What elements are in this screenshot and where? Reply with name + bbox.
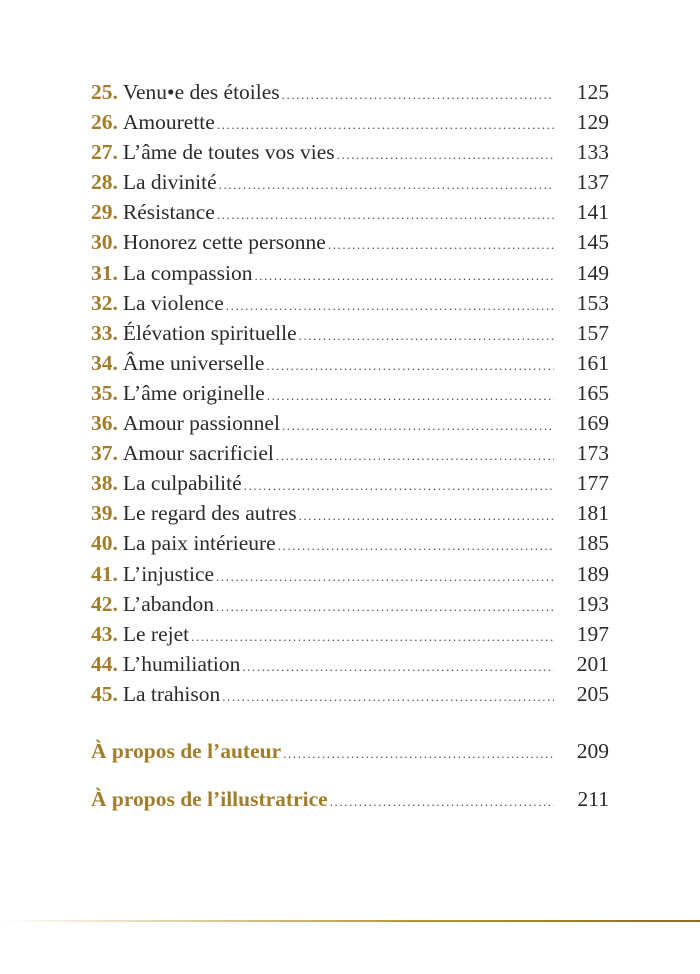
dot-leader	[226, 298, 554, 314]
page-number: 201	[576, 651, 609, 676]
chapter-number: 28.	[91, 170, 118, 195]
dot-leader	[217, 207, 554, 223]
dot-leader	[242, 659, 554, 675]
dot-leader	[216, 599, 554, 615]
toc-entry-43[interactable]	[91, 622, 609, 652]
page-number: 177	[576, 471, 609, 496]
page-number: 129	[576, 110, 609, 135]
chapter-title: Amourette	[122, 110, 215, 135]
chapter-number: 38.	[91, 471, 118, 496]
chapter-title: La violence	[122, 290, 224, 315]
dot-leader	[216, 569, 554, 585]
toc-entry-28[interactable]	[91, 170, 609, 200]
chapter-number: 43.	[91, 621, 118, 646]
toc-entry-38[interactable]	[91, 471, 609, 501]
page-number: 137	[576, 170, 609, 195]
chapter-title: L’âme originelle	[122, 380, 265, 405]
section-title: À propos de l’illustratrice	[91, 786, 328, 811]
chapter-title: L’injustice	[122, 561, 215, 586]
chapter-number: 25.	[91, 80, 118, 104]
toc-entry-40[interactable]	[91, 531, 609, 561]
chapter-title: La paix intérieure	[122, 531, 276, 556]
chapter-title: La culpabilité	[122, 471, 242, 496]
page-number: 141	[576, 200, 609, 225]
chapter-title: Honorez cette personne	[122, 230, 326, 255]
chapter-list	[91, 80, 609, 712]
dot-leader	[330, 794, 554, 810]
chapter-number: 39.	[91, 501, 118, 526]
chapter-number: 41.	[91, 561, 118, 586]
page-number: 157	[576, 320, 609, 345]
dot-leader	[283, 746, 554, 762]
chapter-title: Le rejet	[122, 621, 190, 646]
toc-entry-41[interactable]	[91, 562, 609, 592]
toc-entry-39[interactable]	[91, 501, 609, 531]
page-number: 197	[576, 621, 609, 646]
chapter-number: 37.	[91, 441, 118, 466]
dot-leader	[282, 418, 554, 434]
toc-entry-35[interactable]	[91, 381, 609, 411]
chapter-title: La divinité	[122, 170, 217, 195]
page-number: 209	[576, 738, 609, 763]
chapter-number: 35.	[91, 380, 118, 405]
dot-leader	[282, 87, 554, 103]
page-number: 133	[576, 140, 609, 165]
page-number: 153	[576, 290, 609, 315]
toc-entry-44[interactable]	[91, 652, 609, 682]
page-number: 149	[576, 260, 609, 285]
chapter-title: La compassion	[122, 260, 253, 285]
toc-entry-36[interactable]	[91, 411, 609, 441]
chapter-number: 45.	[91, 681, 118, 706]
dot-leader	[278, 538, 554, 554]
chapter-title: L’âme de toutes vos vies	[122, 140, 335, 165]
chapter-number: 32.	[91, 290, 118, 315]
toc-entry-33[interactable]	[91, 321, 609, 351]
toc-entry-26[interactable]	[91, 110, 609, 140]
chapter-number: 27.	[91, 140, 118, 165]
chapter-number: 30.	[91, 230, 118, 255]
toc-entry-about-illustrator[interactable]	[91, 787, 609, 835]
toc-entry-32[interactable]	[91, 291, 609, 321]
chapter-title: Amour passionnel	[122, 411, 280, 436]
dot-leader	[219, 177, 554, 193]
chapter-number: 33.	[91, 320, 118, 345]
table-of-contents	[91, 80, 609, 835]
toc-entry-31[interactable]	[91, 261, 609, 291]
dot-leader	[254, 268, 554, 284]
gold-divider-line	[0, 920, 700, 922]
chapter-title: Venu•e des étoiles	[122, 80, 280, 104]
page-number: 189	[576, 561, 609, 586]
page-number: 181	[576, 501, 609, 526]
chapter-title: La trahison	[122, 681, 221, 706]
chapter-number: 29.	[91, 200, 118, 225]
page-number: 145	[576, 230, 609, 255]
chapter-title: L’abandon	[122, 591, 215, 616]
dot-leader	[191, 629, 554, 645]
chapter-title: Élévation spirituelle	[122, 320, 297, 345]
dot-leader	[299, 508, 554, 524]
dot-leader	[337, 147, 554, 163]
page-number: 125	[576, 80, 609, 104]
chapter-number: 40.	[91, 531, 118, 556]
chapter-number: 26.	[91, 110, 118, 135]
dot-leader	[299, 328, 554, 344]
chapter-number: 42.	[91, 591, 118, 616]
page-number: 161	[576, 350, 609, 375]
dot-leader	[217, 117, 554, 133]
chapter-title: Amour sacrificiel	[122, 441, 274, 466]
dot-leader	[222, 689, 554, 705]
page-number: 193	[576, 591, 609, 616]
chapter-number: 34.	[91, 350, 118, 375]
chapter-number: 36.	[91, 411, 118, 436]
dot-leader	[267, 388, 554, 404]
toc-entry-42[interactable]	[91, 592, 609, 622]
toc-entry-27[interactable]	[91, 140, 609, 170]
toc-entry-37[interactable]	[91, 441, 609, 471]
dot-leader	[244, 478, 554, 494]
toc-entry-45[interactable]	[91, 682, 609, 712]
page-number: 169	[576, 411, 609, 436]
dot-leader	[266, 358, 554, 374]
page-number: 211	[577, 786, 609, 811]
chapter-title: Âme universelle	[122, 350, 265, 375]
toc-entry-34[interactable]	[91, 351, 609, 381]
section-title: À propos de l’auteur	[91, 738, 282, 763]
page-number: 205	[576, 681, 609, 706]
chapter-title: Résistance	[122, 200, 215, 225]
dot-leader	[276, 448, 554, 464]
toc-entry-25[interactable]	[91, 80, 609, 110]
appendix-list	[91, 739, 609, 835]
toc-entry-29[interactable]	[91, 200, 609, 230]
chapter-number: 44.	[91, 651, 118, 676]
chapter-title: Le regard des autres	[122, 501, 297, 526]
toc-entry-about-author[interactable]	[91, 739, 609, 787]
page-number: 173	[576, 441, 609, 466]
page-number: 165	[576, 380, 609, 405]
chapter-title: L’humiliation	[122, 651, 241, 676]
chapter-number: 31.	[91, 260, 118, 285]
dot-leader	[328, 237, 554, 253]
toc-entry-30[interactable]	[91, 230, 609, 260]
page-number: 185	[576, 531, 609, 556]
